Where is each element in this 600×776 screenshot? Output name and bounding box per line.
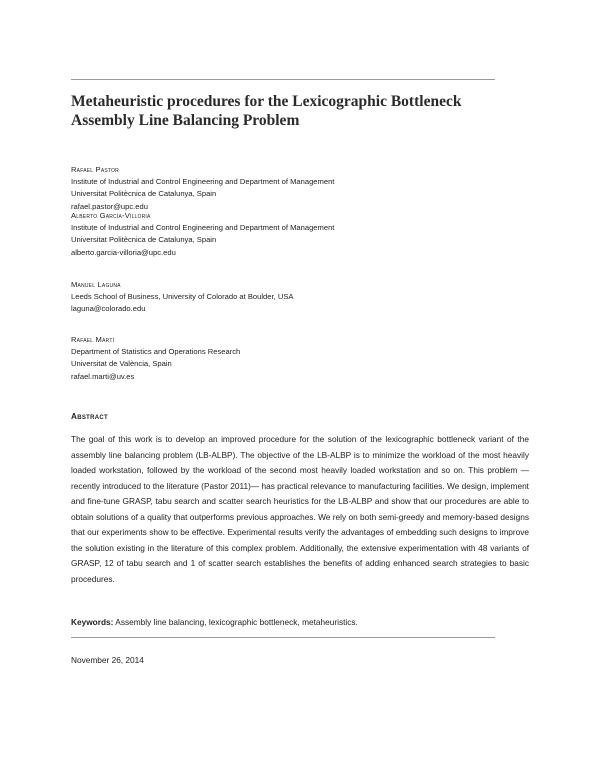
author-affiliation: Institute of Industrial and Control Engineering and Department of Management [71,223,335,233]
author-affiliation: Universitat Politècnica de Catalunya, Spain [71,235,217,245]
author-affiliation: Department of Statistics and Operations Research [71,347,241,357]
author-name: Manuel Laguna [71,280,121,289]
author-email: rafael.pastor@upc.edu [71,201,148,211]
author-affiliation: Leeds School of Business, University of Colorado at Boulder, USA [71,292,294,302]
keywords-label: Keywords: [71,617,114,627]
author-block [71,334,511,383]
abstract-body: The goal of this work is to develop an improved procedure for the solution of the lexicographic bottleneck variant of the assembly line balancing problem (LB-ALBP). The objective of the LB-ALBP is to minimize the workload of the most heavily loaded workstation, followed by the workload of the second most heavily loaded workstation and so on. This problem —recently introduced to the literature (Pastor 2011)— has practical relevance to manufacturing facilities. We design, implement and fine-tune GRASP, tabu search and scatter search heuristics for the LB-ALBP and show that our procedures are able to obtain solutions of a quality that outperforms previous approaches. We rely on both semi-greedy and memory-based designs that our experiments show to be effective. Experimental results verify the advantages of embedding such designs to improve the solution existing in the literature of this complex problem. Additionally, the extensive experimentation with 48 variants of GRASP, 12 of tabu search and 1 of scatter search establishes the benefits of adding enhanced search strategies to basic procedures. [71,434,529,584]
author-block [71,210,511,259]
paper-title: Metaheuristic procedures for the Lexicographic Bottleneck Assembly Line Balancing Problem [71,93,462,129]
author-email: rafael.marti@uv.es [71,371,135,381]
paper-date: November 26, 2014 [71,655,144,665]
bottom-rule [71,637,495,638]
author-name: Rafael Pastor [71,165,119,174]
abstract-heading: Abstract [71,412,108,421]
author-affiliation: Universitat Politècnica de Catalunya, Spain [71,189,217,199]
top-rule [71,79,495,80]
author-affiliation: Universitat de València, Spain [71,359,172,369]
author-name: Alberto García-Villoria [71,211,151,220]
author-block [71,279,511,316]
keywords-text: Assembly line balancing, lexicographic bottleneck, metaheuristics. [115,617,358,627]
author-block [71,164,511,213]
author-name: Rafael Martí [71,335,115,344]
author-affiliation: Institute of Industrial and Control Engineering and Department of Management [71,177,335,187]
author-email: laguna@colorado.edu [71,304,146,314]
author-email: alberto.garcia-villoria@upc.edu [71,247,176,257]
keywords-line [71,617,529,627]
